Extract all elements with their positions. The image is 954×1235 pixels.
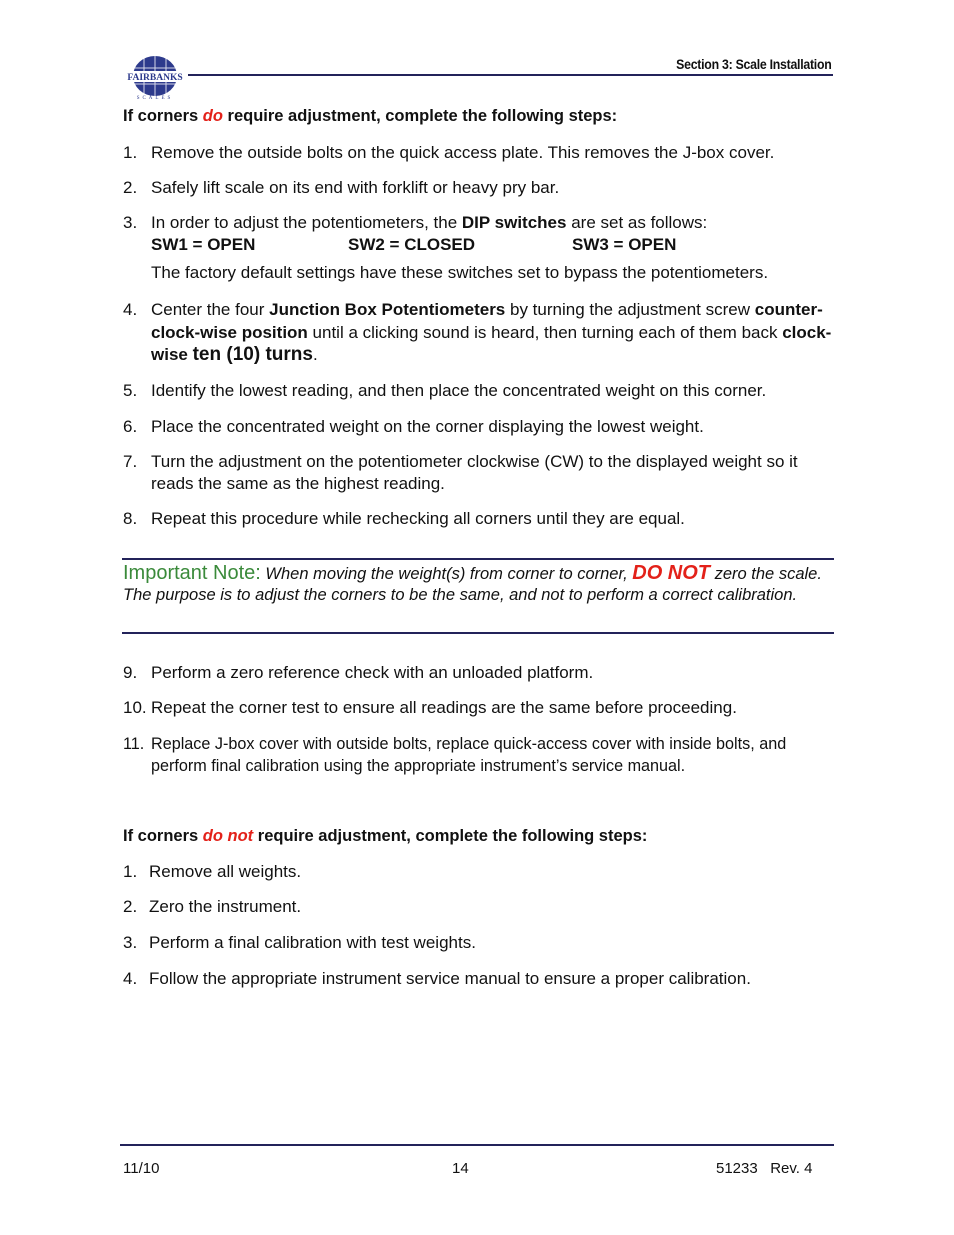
sw1-setting: SW1 = OPEN <box>151 235 256 254</box>
note-bottom-rule <box>122 632 834 634</box>
logo-text: FAIRBANKS <box>127 73 183 83</box>
do-not-emphasis-heading: do not <box>202 827 254 845</box>
sw3-setting: SW3 = OPEN <box>572 235 677 254</box>
note-title: Important Note: <box>123 562 261 584</box>
footer-date: 11/10 <box>123 1160 160 1177</box>
sw2-setting: SW2 = CLOSED <box>348 235 476 254</box>
document-number: 51233 Rev. 4 <box>716 1160 813 1177</box>
footer-rule <box>120 1144 834 1146</box>
page-number: 14 <box>452 1160 469 1177</box>
list-item: 4. Center the four Junction Box Potentiometers by turning the adjustment screw counter-clock-wise position until a clicking sound is heard, then turning each of them back clock-wise ten (10) turns. <box>123 300 832 365</box>
no-adjust-heading: If corners do not require adjustment, complete the following steps: <box>123 827 648 845</box>
do-emphasis: do <box>202 107 223 125</box>
section-title: Section 3: Scale Installation <box>675 56 831 72</box>
adjust-heading: If corners do require adjustment, complete the following steps: <box>123 107 618 125</box>
logo-subtext: SCALES <box>136 96 174 100</box>
do-not-emphasis: DO NOT <box>632 562 711 584</box>
fairbanks-logo <box>122 54 188 100</box>
important-note: Important Note: When moving the weight(s) from corner to corner, DO NOT zero the scale. The purpose is to adjust the corners to be the same, and not to perform a correct calibration. <box>123 562 822 604</box>
header-rule <box>188 74 833 76</box>
note-top-rule <box>122 558 834 560</box>
